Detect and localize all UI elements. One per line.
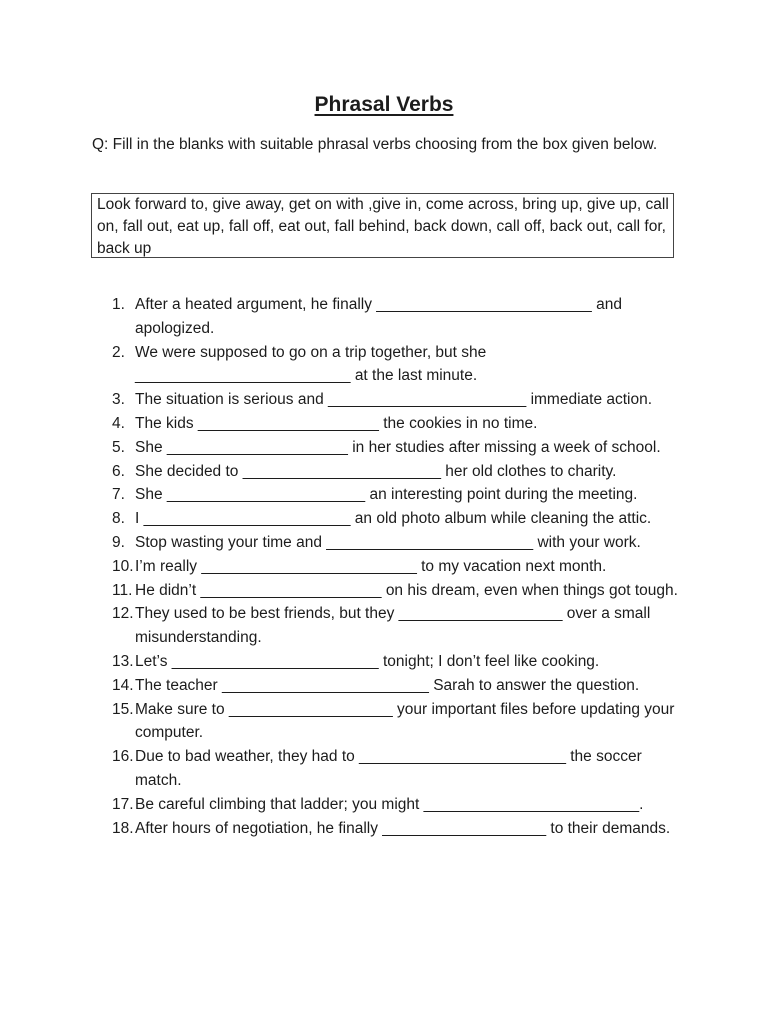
page-title: Phrasal Verbs (314, 93, 454, 116)
question-item (0, 579, 768, 603)
item-text: After a heated argument, he finally _________________________ and apologized. (135, 296, 622, 337)
item-number: 8. (112, 510, 125, 528)
question-item (0, 412, 768, 436)
item-number: 7. (112, 486, 125, 504)
question-item (0, 602, 768, 650)
item-text: She decided to _______________________ her old clothes to charity. (135, 462, 617, 480)
item-number: 4. (112, 414, 125, 432)
item-number: 13. (112, 652, 134, 670)
item-text: The kids _____________________ the cookies in no time. (135, 414, 538, 432)
question-item (0, 793, 768, 817)
question-item (0, 483, 768, 507)
question-instruction: Q: Fill in the blanks with suitable phrasal verbs choosing from the box given below. (92, 136, 658, 153)
item-text: She _______________________ an interesting point during the meeting. (135, 486, 638, 504)
item-text: Due to bad weather, they had to ________________________ the soccer match. (135, 748, 642, 789)
item-text: Be careful climbing that ladder; you might _________________________. (135, 795, 644, 813)
question-item (0, 507, 768, 531)
question-list (0, 293, 768, 840)
item-text: She _____________________ in her studies after missing a week of school. (135, 438, 661, 456)
question-item (0, 698, 768, 746)
question-item (0, 460, 768, 484)
item-text: I ________________________ an old photo album while cleaning the attic. (135, 510, 652, 528)
item-number: 5. (112, 438, 125, 456)
item-text: I’m really _________________________ to my vacation next month. (135, 557, 607, 575)
question-item (0, 388, 768, 412)
question-item (0, 341, 768, 389)
item-number: 14. (112, 676, 134, 694)
item-number: 6. (112, 462, 125, 480)
question-item (0, 531, 768, 555)
item-number: 16. (112, 748, 134, 766)
item-number: 10. (112, 557, 134, 575)
item-text: The teacher ________________________ Sarah to answer the question. (135, 676, 640, 694)
item-text: We were supposed to go on a trip together, but she _________________________ at the last minute. (135, 343, 487, 385)
question-item (0, 293, 768, 341)
word-box: Look forward to, give away, get on with ,give in, come across, bring up, give up, call on, fall out, eat up, fall off, eat out, fall behind, back down, call off, back out, call for, back up (91, 193, 674, 258)
item-text: They used to be best friends, but they ___________________ over a small misunderstanding. (135, 605, 651, 647)
question-item (0, 817, 768, 841)
item-text: Make sure to ___________________ your important files before updating your computer. (135, 700, 675, 742)
item-text: Let’s ________________________ tonight; I don’t feel like cooking. (135, 652, 600, 670)
item-number: 17. (112, 795, 134, 813)
item-number: 3. (112, 391, 125, 409)
item-number: 9. (112, 533, 125, 551)
item-number: 1. (112, 296, 125, 313)
question-item (0, 674, 768, 698)
item-text: He didn’t _____________________ on his dream, even when things got tough. (135, 581, 678, 599)
item-number: 18. (112, 819, 134, 837)
item-number: 2. (112, 343, 125, 361)
item-text: After hours of negotiation, he finally ___________________ to their demands. (135, 819, 671, 837)
item-text: Stop wasting your time and ________________________ with your work. (135, 533, 641, 551)
item-number: 11. (112, 581, 133, 599)
item-number: 12. (112, 605, 134, 623)
question-item (0, 555, 768, 579)
item-number: 15. (112, 700, 134, 718)
question-item (0, 745, 768, 793)
question-item (0, 436, 768, 460)
question-item (0, 650, 768, 674)
item-text: The situation is serious and _______________________ immediate action. (135, 391, 653, 409)
